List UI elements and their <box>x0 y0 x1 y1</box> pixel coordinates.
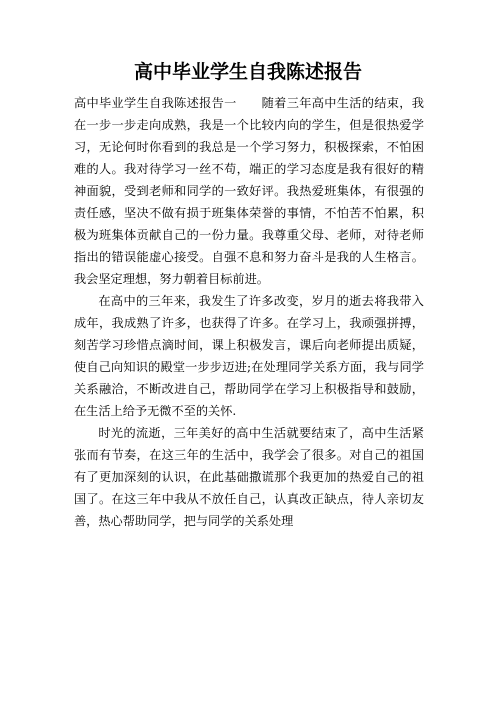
document-title: 高中毕业学生自我陈述报告 <box>133 61 362 83</box>
paragraph-1: 高中毕业学生自我陈述报告一 随着三年高中生活的结束，我在一步一步走向成熟，我是一个比较内向的学生，但是很热爱学习，无论何时你看到的我总是一个学习努力，积极探索，不怕困难的人。我对待学习一丝不苟，端正的学习态度是我有很好的精神面貌，受到老师和同学的一致好评。我热爱班集体，有很强的责任感，坚决不做有损于班集体荣誉的事情，不怕苦不怕累，积极为班集体贡献自己的一份力量。我尊重父母、老师，对待老师指出的错误能虚心接受。自强不息和努力奋斗是我的人生格言。我会坚定理想，努力朝着目标前进。 <box>74 96 424 286</box>
document-body <box>74 92 424 532</box>
paragraph-3: 时光的流逝，三年美好的高中生活就要结束了，高中生活紧张而有节奏，在这三年的生活中，我学会了很多。对自己的祖国有了更加深刻的认识，在此基础撒谎那个我更加的热爱自己的祖国了。在这三年中我从不放任自己，认真改正缺点，待人亲切友善，热心帮助同学，把与同学的关系处理 <box>74 426 424 528</box>
paragraph-2: 在高中的三年来，我发生了许多改变，岁月的逝去将我带入成年，我成熟了许多，也获得了许多。在学习上，我顽强拼搏，刻苦学习珍惜点滴时间，课上积极发言，课后向老师提出质疑，使自己向知识的殿堂一步步迈进;在处理同学关系方面，我与同学关系融洽，不断改进自己，帮助同学在学习上积极指导和鼓励，在生活上给予无微不至的关怀. <box>74 294 424 418</box>
